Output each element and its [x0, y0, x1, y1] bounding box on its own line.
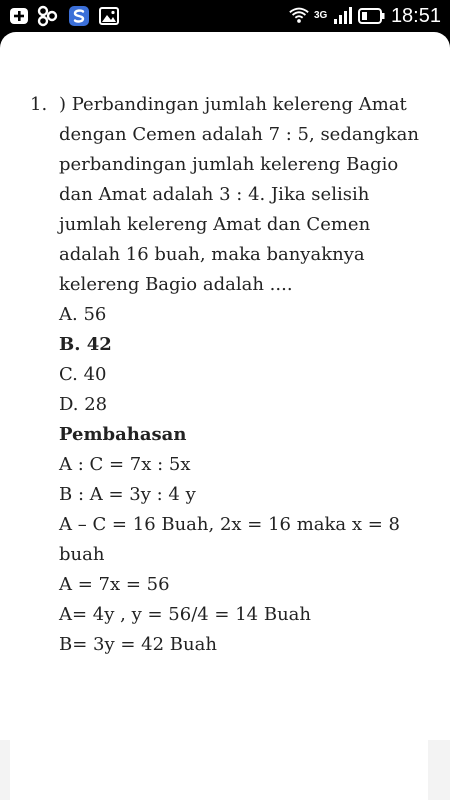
add-box-icon — [8, 5, 30, 27]
status-bar — [0, 0, 450, 32]
solution-line: A = 7x = 56 — [59, 574, 170, 595]
option-d: D. 28 — [59, 394, 108, 415]
question-body — [59, 90, 419, 660]
bottom-edge-right — [428, 740, 450, 800]
signal-icon — [332, 5, 354, 27]
bottom-edge-left — [0, 740, 10, 800]
network-type: 3G — [314, 10, 328, 21]
link-icon — [36, 5, 58, 27]
solution-line: A – C = 16 Buah, 2x = 16 maka x = 8 — [59, 514, 400, 535]
bottom-area — [0, 740, 450, 800]
clock: 18:51 — [390, 5, 441, 27]
content-card[interactable] — [0, 32, 450, 740]
question-stem-line: dan Amat adalah 3 : 4. Jika selisih — [59, 184, 370, 205]
solution-line: buah — [59, 544, 105, 565]
question-stem-line: perbandingan jumlah kelereng Bagio — [59, 154, 399, 175]
question-stem-line: adalah 16 buah, maka banyaknya — [59, 244, 365, 265]
wifi-icon — [288, 4, 310, 26]
question-stem-line: dengan Cemen adalah 7 : 5, sedangkan — [59, 124, 419, 145]
question-number: 1. — [30, 94, 48, 115]
s-logo-icon — [68, 5, 90, 27]
solution-heading: Pembahasan — [59, 424, 187, 445]
option-b-correct: B. 42 — [59, 334, 112, 355]
question-stem-line: jumlah kelereng Amat dan Cemen — [59, 214, 371, 235]
solution-line: A= 4y , y = 56/4 = 14 Buah — [59, 604, 311, 625]
question-stem-line: kelereng Bagio adalah .... — [59, 274, 293, 295]
battery-icon — [358, 5, 386, 27]
solution-line: B : A = 3y : 4 y — [59, 484, 196, 505]
option-a: A. 56 — [59, 304, 107, 325]
solution-line: A : C = 7x : 5x — [59, 454, 191, 475]
question-stem-line: ) Perbandingan jumlah kelereng Amat — [59, 94, 407, 115]
solution-line: B= 3y = 42 Buah — [59, 634, 217, 655]
image-icon — [98, 5, 120, 27]
option-c: C. 40 — [59, 364, 107, 385]
